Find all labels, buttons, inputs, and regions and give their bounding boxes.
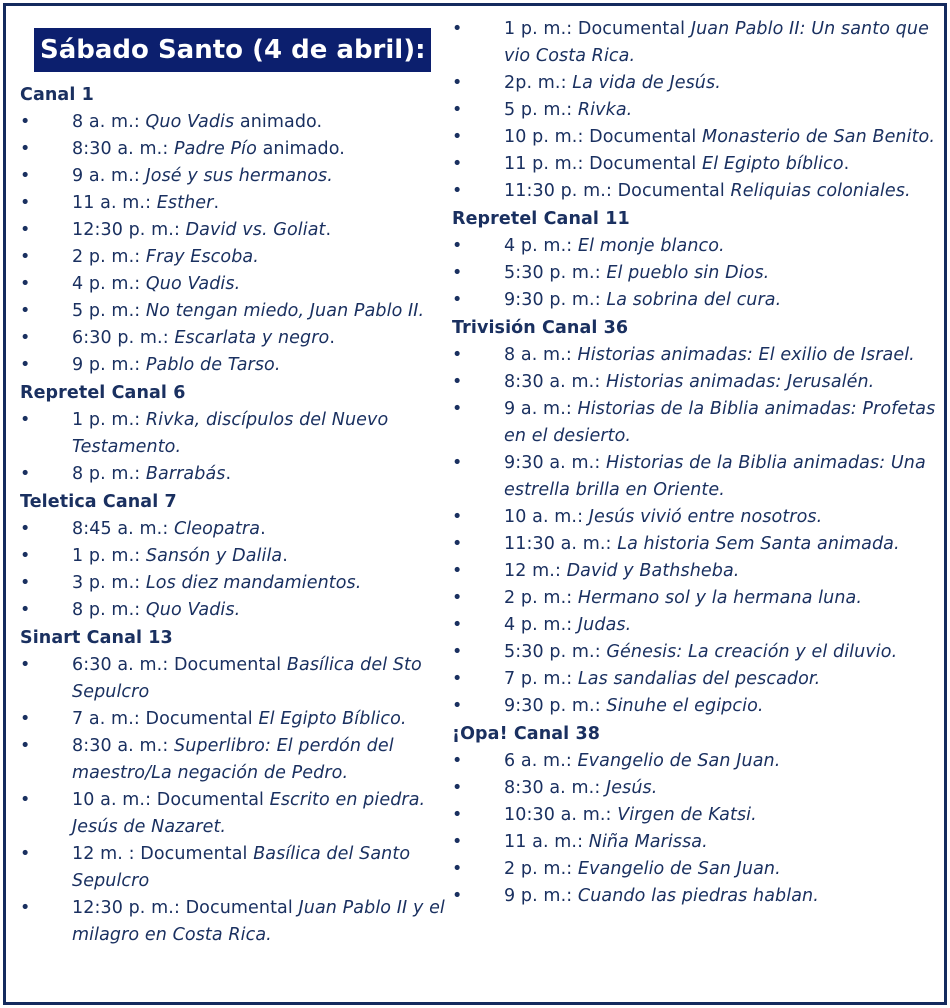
schedule-entry <box>452 639 938 666</box>
entry-prefix: 9 a. m.: <box>504 399 578 419</box>
schedule-entry <box>452 287 938 314</box>
entry-suffix: . <box>213 193 220 213</box>
schedule-entry <box>452 16 938 70</box>
entry-work: Escarlata y negro <box>174 328 330 348</box>
entry-work: La sobrina del cura. <box>606 290 782 310</box>
entry-work: Fray Escoba. <box>145 247 259 267</box>
entry-work: José y sus hermanos. <box>145 166 333 186</box>
entry-prefix: 5 p. m.: <box>504 100 578 120</box>
schedule-entry <box>20 407 450 461</box>
schedule-frame <box>3 3 947 1005</box>
schedule-entry <box>20 109 450 136</box>
entry-work: Rivka. <box>577 100 633 120</box>
schedule-entry <box>452 558 938 585</box>
entry-work: Génesis: La creación y el diluvio. <box>606 642 898 662</box>
schedule-entry <box>20 841 450 895</box>
channel-heading: Repretel Canal 11 <box>452 209 630 229</box>
schedule-entry <box>20 190 450 217</box>
entry-work: Reliquias coloniales. <box>730 181 911 201</box>
schedule-entry <box>452 883 938 910</box>
entry-prefix: 6:30 a. m.: Documental <box>72 655 287 675</box>
entry-prefix: 12:30 p. m.: <box>72 220 186 240</box>
entry-work: Virgen de Katsi. <box>617 805 757 825</box>
entry-work: Sansón y Dalila <box>145 546 283 566</box>
schedule-entry <box>20 352 450 379</box>
schedule-entry <box>20 597 450 624</box>
entry-work: Quo Vadis. <box>145 600 241 620</box>
schedule-entry <box>452 802 938 829</box>
entry-work: El Egipto bíblico <box>702 154 844 174</box>
entry-work: Monasterio de San Benito. <box>702 127 936 147</box>
entry-prefix: 5:30 p. m.: <box>504 642 607 662</box>
entry-work: Basílica del Sto Sepulcro <box>72 655 422 702</box>
entry-work: Evangelio de San Juan. <box>577 859 781 879</box>
entry-work: Juan Pablo II: Un santo que vio Costa Rica. <box>504 19 929 66</box>
schedule-entry <box>20 271 450 298</box>
entry-prefix: 6:30 p. m.: <box>72 328 175 348</box>
entry-work: Evangelio de San Juan. <box>577 751 781 771</box>
entry-prefix: 12:30 p. m.: Documental <box>72 898 299 918</box>
schedule-entry <box>20 706 450 733</box>
entry-work: Basílica del Santo Sepulcro <box>72 844 411 891</box>
entry-prefix: 2 p. m.: <box>72 247 146 267</box>
entry-prefix: 3 p. m.: <box>72 573 146 593</box>
schedule-entry <box>452 97 938 124</box>
entry-work: El pueblo sin Dios. <box>606 263 770 283</box>
schedule-entry <box>452 178 938 205</box>
schedule-entry <box>20 733 450 787</box>
entry-work: Cuando las piedras hablan. <box>577 886 819 906</box>
entry-work: Superlibro: El perdón del maestro/La negación de Pedro. <box>72 736 394 783</box>
entry-prefix: 10:30 a. m.: <box>504 805 618 825</box>
entry-work: Judas. <box>577 615 632 635</box>
entry-prefix: 8 a. m.: <box>504 345 578 365</box>
right-column <box>452 6 938 910</box>
entry-work: Historias de la Biblia animadas: Profetas en el desierto. <box>504 399 936 446</box>
entry-prefix: 9 p. m.: <box>72 355 146 375</box>
schedule-entry <box>20 163 450 190</box>
schedule-entry <box>20 570 450 597</box>
channel-heading: Canal 1 <box>20 85 94 105</box>
entry-suffix: . <box>282 546 288 566</box>
entry-work: Jesús vivió entre nosotros. <box>588 507 823 527</box>
entry-prefix: 2 p. m.: <box>504 588 578 608</box>
entry-suffix: . <box>843 154 850 174</box>
schedule-entry <box>452 666 938 693</box>
entry-work: Niña Marissa. <box>588 832 708 852</box>
entry-prefix: 4 p. m.: <box>504 615 578 635</box>
schedule-entry <box>452 124 938 151</box>
entry-prefix: 8:30 a. m.: <box>504 372 606 392</box>
schedule-entry <box>20 787 450 841</box>
entry-prefix: 11:30 p. m.: Documental <box>504 181 731 201</box>
entry-prefix: 11 a. m.: <box>504 832 589 852</box>
schedule-entry <box>452 369 938 396</box>
channel-heading: ¡Opa! Canal 38 <box>452 724 601 744</box>
entry-work: Juan Pablo II y el milagro en Costa Rica. <box>72 898 445 945</box>
schedule-entry <box>20 298 450 325</box>
entry-work: Quo Vadis. <box>145 274 241 294</box>
entry-work: Hermano sol y la hermana luna. <box>577 588 863 608</box>
entry-work: David vs. Goliat <box>185 220 326 240</box>
entry-work: Escrito en piedra. Jesús de Nazaret. <box>72 790 426 837</box>
schedule-entry <box>452 775 938 802</box>
entry-work: Los diez mandamientos. <box>145 573 362 593</box>
channel-heading: Sinart Canal 13 <box>20 628 173 648</box>
entry-suffix: . <box>329 328 335 348</box>
entry-suffix: animado. <box>256 139 345 159</box>
entry-prefix: 11 a. m.: <box>72 193 157 213</box>
entry-prefix: 10 p. m.: Documental <box>504 127 703 147</box>
entry-work: El monje blanco. <box>577 236 725 256</box>
schedule-entry <box>452 585 938 612</box>
page-title: Sábado Santo (4 de abril): <box>34 28 431 72</box>
channel-heading: Repretel Canal 6 <box>20 383 186 403</box>
schedule-entry <box>20 652 450 706</box>
entry-work: Quo Vadis <box>145 112 235 132</box>
entry-suffix: . <box>225 464 232 484</box>
entry-prefix: 9:30 p. m.: <box>504 696 607 716</box>
entry-prefix: 10 a. m.: <box>504 507 589 527</box>
entry-prefix: 4 p. m.: <box>504 236 578 256</box>
entry-prefix: 1 p. m.: Documental <box>504 19 691 39</box>
entry-prefix: 5:30 p. m.: <box>504 263 607 283</box>
entry-prefix: 10 a. m.: Documental <box>72 790 270 810</box>
channel-heading: Teletica Canal 7 <box>20 492 177 512</box>
entry-work: Barrabás <box>145 464 226 484</box>
entry-work: Historias animadas: El exilio de Israel. <box>577 345 915 365</box>
entry-prefix: 8 a. m.: <box>72 112 146 132</box>
schedule-entry <box>452 70 938 97</box>
entry-suffix: . <box>325 220 332 240</box>
schedule-entry <box>452 450 938 504</box>
entry-prefix: 8 p. m.: <box>72 600 146 620</box>
entry-prefix: 9 p. m.: <box>504 886 578 906</box>
entry-prefix: 5 p. m.: <box>72 301 146 321</box>
entry-work: Cleopatra <box>173 519 261 539</box>
schedule-entry <box>20 516 450 543</box>
entry-work: Historias animadas: Jerusalén. <box>605 372 875 392</box>
schedule-entry <box>20 136 450 163</box>
entry-prefix: 9:30 a. m.: <box>504 453 606 473</box>
entry-prefix: 7 p. m.: <box>504 669 578 689</box>
schedule-entry <box>452 693 938 720</box>
entry-work: Rivka, discípulos del Nuevo Testamento. <box>72 410 389 457</box>
entry-prefix: 9 a. m.: <box>72 166 146 186</box>
left-column <box>20 6 450 949</box>
schedule-entry <box>452 233 938 260</box>
entry-prefix: 8 p. m.: <box>72 464 146 484</box>
entry-suffix: . <box>260 519 266 539</box>
entry-work: La vida de Jesús. <box>572 73 721 93</box>
schedule-entry <box>452 260 938 287</box>
entry-prefix: 2 p. m.: <box>504 859 578 879</box>
schedule-entry <box>452 856 938 883</box>
entry-work: Historias de la Biblia animadas: Una estrella brilla en Oriente. <box>504 453 926 500</box>
entry-prefix: 8:30 a. m.: <box>72 139 174 159</box>
entry-prefix: 12 m. : Documental <box>72 844 254 864</box>
schedule-entry <box>452 829 938 856</box>
entry-prefix: 12 m.: <box>504 561 567 581</box>
entry-work: Sinuhe el egipcio. <box>606 696 764 716</box>
schedule-entry <box>452 748 938 775</box>
schedule-entry <box>20 461 450 488</box>
schedule-entry <box>452 504 938 531</box>
entry-prefix: 8:30 a. m.: <box>504 778 606 798</box>
schedule-entry <box>452 342 938 369</box>
entry-prefix: 6 a. m.: <box>504 751 578 771</box>
schedule-entry <box>452 396 938 450</box>
entry-prefix: 2p. m.: <box>504 73 573 93</box>
entry-work: Jesús. <box>605 778 658 798</box>
entry-work: Pablo de Tarso. <box>145 355 281 375</box>
entry-work: David y Bathsheba. <box>566 561 740 581</box>
schedule-entry <box>20 895 450 949</box>
entry-prefix: 8:45 a. m.: <box>72 519 174 539</box>
schedule-entry <box>20 543 450 570</box>
schedule-entry <box>20 325 450 352</box>
entry-work: Padre Pío <box>173 139 257 159</box>
schedule-entry <box>20 244 450 271</box>
entry-prefix: 4 p. m.: <box>72 274 146 294</box>
schedule-entry <box>20 217 450 244</box>
entry-prefix: 7 a. m.: Documental <box>72 709 259 729</box>
entry-prefix: 9:30 p. m.: <box>504 290 607 310</box>
entry-work: La historia Sem Santa animada. <box>617 534 900 554</box>
entry-work: No tengan miedo, Juan Pablo II. <box>145 301 425 321</box>
entry-prefix: 1 p. m.: <box>72 410 146 430</box>
entry-work: Esther <box>156 193 214 213</box>
entry-suffix: animado. <box>234 112 323 132</box>
schedule-entry <box>452 531 938 558</box>
entry-prefix: 1 p. m.: <box>72 546 146 566</box>
entry-prefix: 11:30 a. m.: <box>504 534 618 554</box>
entry-prefix: 8:30 a. m.: <box>72 736 174 756</box>
schedule-entry <box>452 151 938 178</box>
entry-work: El Egipto Bíblico. <box>258 709 407 729</box>
entry-work: Las sandalias del pescador. <box>577 669 821 689</box>
schedule-entry <box>452 612 938 639</box>
entry-prefix: 11 p. m.: Documental <box>504 154 703 174</box>
channel-heading: Trivisión Canal 36 <box>452 318 629 338</box>
